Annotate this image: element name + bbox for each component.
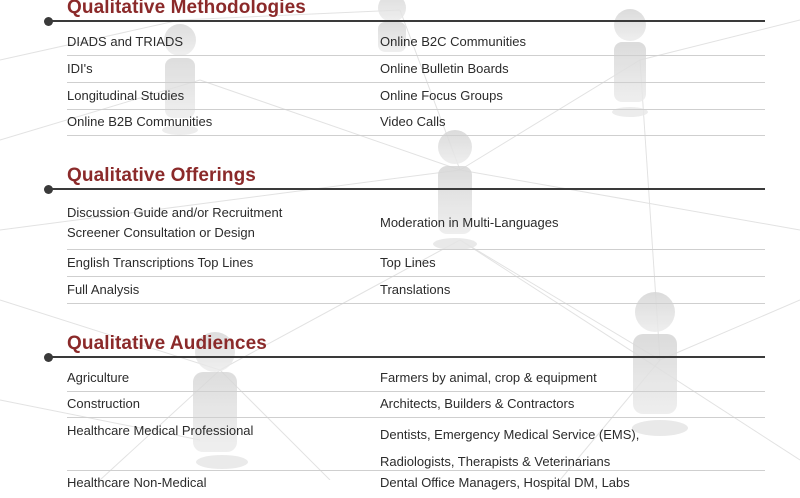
table-row — [67, 391, 765, 418]
list-item: Dental Office Managers, Hospital DM, Labs — [380, 475, 630, 490]
section-divider — [48, 356, 765, 358]
list-item: Top Lines — [380, 254, 436, 270]
table-row — [67, 55, 765, 83]
list-item: DIADS and TRIADS — [67, 33, 184, 49]
list-item: Healthcare Medical Professional — [67, 423, 254, 438]
section-title: Qualitative Offerings — [67, 165, 256, 186]
table-row — [67, 197, 765, 250]
list-item: Online B2C Communities — [380, 33, 526, 49]
list-item: Dentists, Emergency Medical Service (EMS), Radiologists, Therapists & Veterinarians — [380, 427, 640, 469]
list-item: Online B2B Communities — [67, 114, 213, 129]
list-item: IDI's — [67, 60, 93, 76]
section-divider — [48, 188, 765, 190]
list-item: Moderation in Multi-Languages — [380, 215, 559, 230]
table-row — [67, 82, 765, 110]
list-item: Architects, Builders & Contractors — [380, 396, 575, 411]
table-row — [67, 417, 765, 471]
section-title: Qualitative Audiences — [67, 333, 267, 354]
table-row — [67, 109, 765, 136]
table-row — [67, 364, 765, 392]
table-row — [67, 276, 765, 304]
table-row — [67, 249, 765, 277]
list-item: Video Calls — [380, 114, 446, 129]
list-item: Construction — [67, 396, 140, 411]
list-item: Online Focus Groups — [380, 87, 503, 103]
list-item: Farmers by animal, crop & equipment — [380, 369, 597, 385]
list-item: Full Analysis — [67, 281, 140, 297]
section-title: Qualitative Methodologies — [67, 0, 306, 18]
list-item: Online Bulletin Boards — [380, 60, 509, 76]
list-item: Longitudinal Studies — [67, 87, 185, 103]
table-row — [67, 471, 765, 498]
list-item: Discussion Guide and/or Recruitment Screener Consultation or Design — [67, 205, 283, 240]
section-divider — [48, 20, 765, 22]
list-item: English Transcriptions Top Lines — [67, 254, 254, 270]
table-row — [67, 28, 765, 56]
list-item: Healthcare Non-Medical — [67, 475, 207, 490]
list-item: Translations — [380, 281, 451, 297]
list-item: Agriculture — [67, 369, 130, 385]
